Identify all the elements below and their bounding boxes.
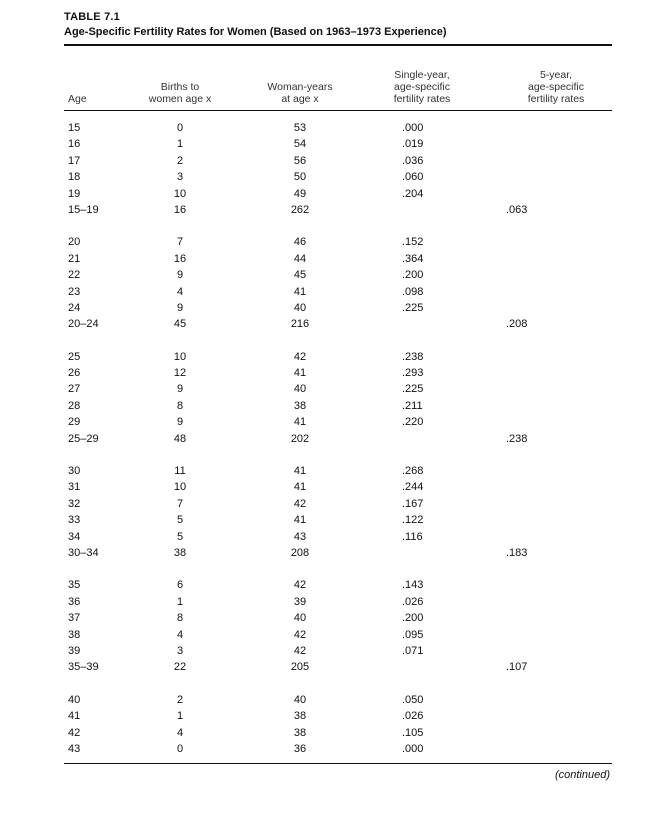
table-row [64,202,612,218]
table-row [64,153,612,169]
table-row [64,234,612,250]
cell-births: 1 [176,138,184,151]
cell-single-year-rate: .095 [402,628,424,641]
cell-woman-years: 42 [293,579,307,592]
cell-woman-years: 205 [290,661,310,674]
cell-age: 16 [68,138,81,151]
cell-single-year-rate: .143 [402,579,424,592]
cell-five-year-rate: .208 [506,318,528,331]
cell-age: 20 [68,236,81,249]
cell-single-year-rate: .050 [402,693,424,706]
cell-births: 4 [176,628,184,641]
table-row [64,284,612,300]
cell-woman-years: 56 [293,154,307,167]
cell-single-year-rate: .071 [402,644,424,657]
row-group [64,234,612,332]
cell-single-year-rate: .293 [402,367,424,380]
table-title: Age-Specific Fertility Rates for Women (Based on 1963–1973 Experience) [64,26,447,38]
cell-single-year-rate: .105 [402,726,424,739]
header-age: Age [68,93,87,105]
cell-woman-years: 208 [290,546,310,559]
cell-woman-years: 36 [293,742,307,755]
cell-births: 10 [173,187,187,200]
table-row [64,594,612,610]
cell-births: 2 [176,693,184,706]
cell-woman-years: 202 [290,432,310,445]
cell-births: 0 [176,122,184,134]
cell-births: 5 [176,514,184,527]
table-row [64,414,612,430]
cell-woman-years: 40 [293,612,307,625]
cell-age: 21 [68,252,81,265]
cell-age: 33 [68,514,81,527]
table-row [64,381,612,397]
cell-single-year-rate: .000 [402,742,424,755]
cell-single-year-rate: .204 [402,187,424,200]
cell-woman-years: 42 [293,497,307,510]
table-row [64,365,612,381]
cell-age: 38 [68,628,81,641]
cell-woman-years: 41 [293,514,307,527]
cell-woman-years: 45 [293,269,307,282]
cell-births: 8 [176,399,184,412]
cell-single-year-rate: .220 [402,416,424,429]
table-row [64,431,612,447]
cell-single-year-rate: .268 [402,465,424,478]
cell-births: 3 [176,644,184,657]
cell-births: 4 [176,285,184,298]
cell-single-year-rate: .026 [402,595,424,608]
table-row [64,741,612,757]
cell-woman-years: 43 [293,530,307,543]
table-row [64,610,612,626]
cell-births: 1 [176,595,184,608]
cell-age: 42 [68,726,81,739]
table-row [64,577,612,593]
cell-births: 45 [173,318,187,331]
cell-births: 5 [176,530,184,543]
cell-births: 9 [176,269,184,282]
row-group [64,120,612,218]
cell-births: 16 [173,203,187,216]
cell-woman-years: 40 [293,383,307,396]
cell-births: 7 [176,497,184,510]
cell-births: 7 [176,236,184,249]
cell-age: 25 [68,350,81,363]
cell-births: 4 [176,726,184,739]
cell-age: 31 [68,481,81,494]
cell-births: 48 [173,432,187,445]
cell-births: 10 [173,350,187,363]
cell-woman-years: 42 [293,628,307,641]
cell-single-year-rate: .244 [402,481,424,494]
table-row [64,627,612,643]
cell-single-year-rate: .225 [402,383,424,396]
cell-single-year-rate: .211 [402,399,423,412]
cell-single-year-rate: .364 [402,252,424,265]
table-row [64,169,612,185]
cell-single-year-rate: .200 [402,612,424,625]
header-births: Births to women age x [148,81,212,105]
cell-woman-years: 262 [290,203,310,216]
table-number: TABLE 7.1 [64,11,120,23]
cell-woman-years: 41 [293,465,307,478]
cell-single-year-rate: .152 [402,236,424,249]
cell-age: 17 [68,154,81,167]
cell-births: 0 [176,742,184,755]
cell-age: 28 [68,399,81,412]
cell-age: 40 [68,693,81,706]
table-body [64,111,612,763]
cell-age: 30 [68,465,81,478]
cell-births: 38 [173,546,187,559]
cell-woman-years: 46 [293,236,307,249]
table-row [64,398,612,414]
cell-births: 2 [176,154,184,167]
continued-note: (continued) [554,769,610,782]
cell-five-year-rate: .107 [506,661,528,674]
cell-single-year-rate: .238 [402,350,424,363]
cell-woman-years: 38 [293,726,307,739]
cell-single-year-rate: .036 [402,154,424,167]
cell-woman-years: 42 [293,644,307,657]
table-row [64,463,612,479]
cell-five-year-rate: .183 [506,546,528,559]
row-group [64,577,612,675]
table-row [64,267,612,283]
table-row [64,251,612,267]
cell-age: 36 [68,595,81,608]
cell-age: 34 [68,530,81,543]
cell-age: 35 [68,579,81,592]
table-row [64,496,612,512]
cell-woman-years: 216 [290,318,310,331]
table-header [64,46,612,110]
cell-births: 9 [176,301,184,314]
cell-woman-years: 44 [293,252,307,265]
header-single-year-rates: Single-year, age-specific fertility rates [393,69,451,105]
cell-age: 27 [68,383,81,396]
cell-age: 30–34 [68,546,99,559]
cell-births: 10 [173,481,187,494]
table-row [64,643,612,659]
table-row [64,136,612,152]
cell-age: 41 [68,710,81,723]
table-row [64,479,612,495]
cell-woman-years: 54 [293,138,307,151]
header-woman-years: Woman-years at age x [267,81,333,105]
cell-woman-years: 50 [293,171,307,184]
cell-woman-years: 38 [293,399,307,412]
cell-age: 29 [68,416,81,429]
header-five-year-rates: 5-year, age-specific fertility rates [527,69,585,105]
table-row [64,300,612,316]
cell-births: 1 [176,710,184,723]
cell-births: 8 [176,612,184,625]
cell-age: 37 [68,612,81,625]
cell-births: 22 [173,661,187,674]
cell-age: 24 [68,301,81,314]
cell-woman-years: 40 [293,693,307,706]
cell-single-year-rate: .225 [402,301,424,314]
table-row [64,512,612,528]
cell-single-year-rate: .026 [402,710,424,723]
cell-age: 25–29 [68,432,99,445]
cell-woman-years: 41 [293,367,307,380]
row-group [64,349,612,447]
cell-single-year-rate: .019 [402,138,424,151]
cell-single-year-rate: .060 [402,171,424,184]
cell-age: 39 [68,644,81,657]
cell-woman-years: 41 [293,416,307,429]
cell-single-year-rate: .200 [402,269,424,282]
cell-age: 23 [68,285,81,298]
cell-woman-years: 49 [293,187,307,200]
table-row [64,708,612,724]
cell-births: 6 [176,579,184,592]
bottom-rule [64,763,612,764]
table-row [64,692,612,708]
cell-woman-years: 39 [293,595,307,608]
cell-single-year-rate: .098 [402,285,424,298]
table-row [64,316,612,332]
cell-woman-years: 42 [293,350,307,363]
table-row [64,725,612,741]
cell-age: 43 [68,742,81,755]
cell-five-year-rate: .063 [506,203,528,216]
cell-single-year-rate: .122 [402,514,424,527]
cell-age: 19 [68,187,81,200]
table-row [64,349,612,365]
row-group [64,692,612,758]
cell-single-year-rate: .116 [402,530,423,543]
cell-age: 15–19 [68,203,99,216]
cell-age: 26 [68,367,81,380]
cell-single-year-rate: .167 [402,497,424,510]
cell-single-year-rate: .000 [402,122,424,134]
cell-births: 11 [174,465,186,478]
table-row [64,120,612,136]
cell-births: 12 [173,367,187,380]
table-row [64,545,612,561]
cell-age: 15 [68,122,81,134]
cell-age: 32 [68,497,81,510]
cell-woman-years: 53 [293,122,307,134]
cell-births: 16 [173,252,187,265]
cell-woman-years: 40 [293,301,307,314]
row-group [64,463,612,561]
table-row [64,659,612,675]
cell-woman-years: 38 [293,710,307,723]
cell-births: 9 [176,416,184,429]
cell-births: 3 [176,171,184,184]
cell-woman-years: 41 [293,285,307,298]
cell-five-year-rate: .238 [506,432,528,445]
table-row [64,529,612,545]
cell-age: 20–24 [68,318,99,331]
cell-births: 9 [176,383,184,396]
cell-age: 35–39 [68,661,99,674]
cell-woman-years: 41 [293,481,307,494]
table-page [64,10,612,781]
table-row [64,186,612,202]
cell-age: 22 [68,269,81,282]
cell-age: 18 [68,171,81,184]
